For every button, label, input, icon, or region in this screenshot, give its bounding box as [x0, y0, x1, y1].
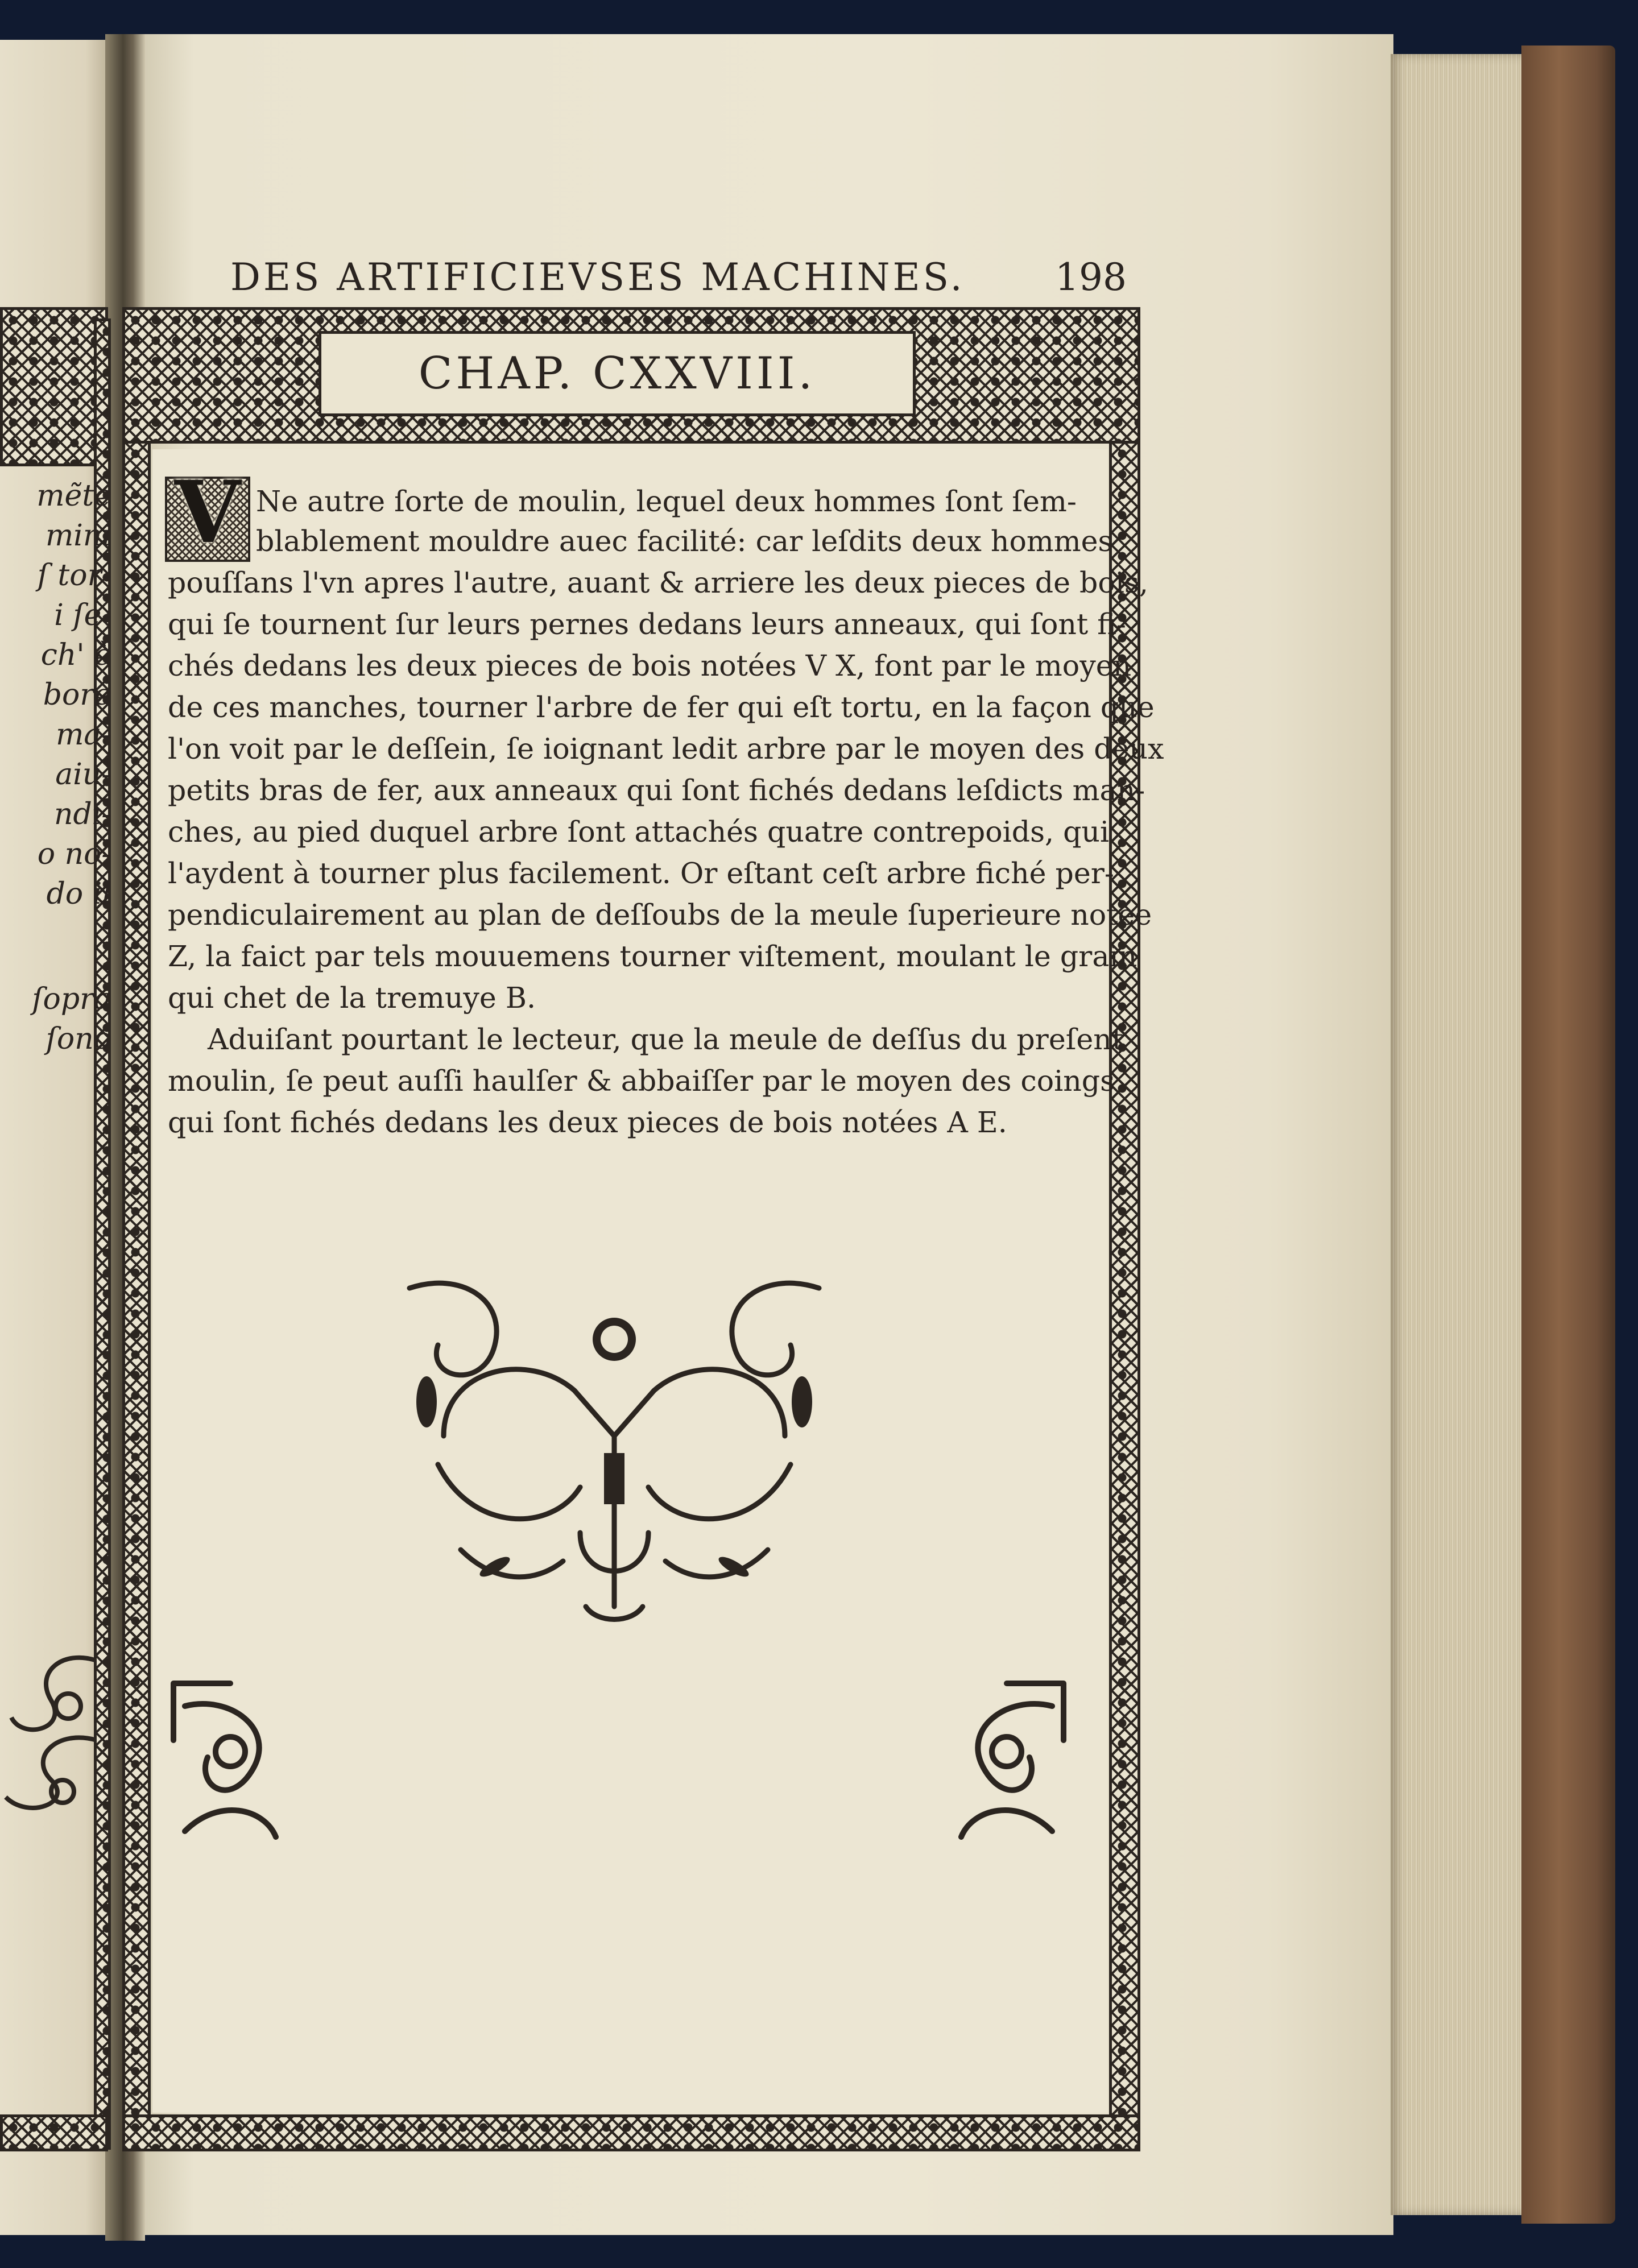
body-line: blablement mouldre auec facilité: car leſdits deux hommes: [256, 524, 1113, 558]
left-fragment-line: ſopra: [32, 982, 111, 1016]
body-line: l'on voit par le deſſein, ſe ioignant ledit arbre par le moyen des deux: [168, 732, 1164, 765]
left-fragment-line: mini: [45, 519, 111, 553]
left-fragment-line: bore: [43, 678, 111, 712]
body-line: pendiculairement au plan de deſſoubs de la meule ſuperieure notée: [168, 898, 1152, 932]
bottom-border: [122, 2114, 1140, 2151]
body-line: chés dedans les deux pieces de bois notées V X, font par le moyen: [168, 649, 1132, 682]
left-fragment-line: aiu-: [55, 758, 111, 792]
body-line: de ces manches, tourner l'arbre de fer qui eſt tortu, en la façon que: [168, 690, 1155, 724]
corner-fleuron-left-icon: [162, 1672, 293, 1843]
left-page-bottom-border: [0, 2114, 108, 2151]
left-fragment-line: mẽte: [36, 479, 111, 513]
left-fragment-line: ſ tor-: [37, 558, 111, 593]
body-line: Aduiſant pourtant le lecteur, que la meule de deſſus du preſent: [208, 1023, 1124, 1056]
chapter-heading: CHAP. CXXVIII.: [418, 348, 816, 399]
body-line: pouſſans l'vn apres l'autre, auant & arriere les deux pieces de bois,: [168, 566, 1148, 599]
left-fragment-line: i ſe-: [54, 598, 111, 632]
left-border: [122, 441, 151, 2133]
corner-fleuron-right-icon: [944, 1672, 1075, 1843]
body-line: Ne autre ſorte de moulin, lequel deux hommes ſont ſem-: [256, 485, 1077, 518]
left-fragment-line: ſono: [46, 1022, 111, 1056]
left-fragment-line: do il: [46, 877, 111, 911]
left-page-text-fragments: [0, 478, 114, 1103]
body-line: Z, la faict par tels mouuemens tourner viſtement, moulant le grain: [168, 940, 1138, 973]
leather-binding: [1521, 45, 1615, 2224]
body-line: qui ſe tournent ſur leurs pernes dedans leurs anneaux, qui ſont fi-: [168, 607, 1126, 641]
left-fragment-line: o no-: [37, 837, 111, 871]
drop-cap-letter: V: [174, 462, 241, 562]
body-line: l'aydent à tourner plus facilement. Or eſtant ceſt arbre fiché per-: [168, 856, 1114, 890]
left-fragment-line: ma-: [56, 718, 111, 752]
fleuron-ornament-icon: [392, 1265, 836, 1629]
left-fragment-line: ndi-: [54, 797, 111, 831]
left-fragment-line: [0, 916, 111, 952]
left-fragment-line: ch' è: [40, 638, 111, 672]
running-head: DES ARTIFICIEVSES MACHINES.: [230, 255, 965, 299]
body-line: ches, au pied duquel arbre ſont attachés quatre contrepoids, qui: [168, 815, 1110, 849]
body-line: qui chet de la tremuye B.: [168, 981, 536, 1015]
body-line: qui ſont fichés dedans les deux pieces de bois notées A E.: [168, 1106, 1007, 1139]
page-fore-edge: [1391, 54, 1524, 2215]
left-page-fleuron-icon: [0, 1626, 97, 1843]
body-line: petits bras de fer, aux anneaux qui ſont fichés dedans leſdicts man-: [168, 773, 1145, 807]
page-number: 198: [1055, 255, 1127, 299]
body-line: moulin, ſe peut auſſi haulſer & abbaiſſer par le moyen des coings: [168, 1064, 1115, 1098]
left-page-header-border: [0, 307, 108, 466]
